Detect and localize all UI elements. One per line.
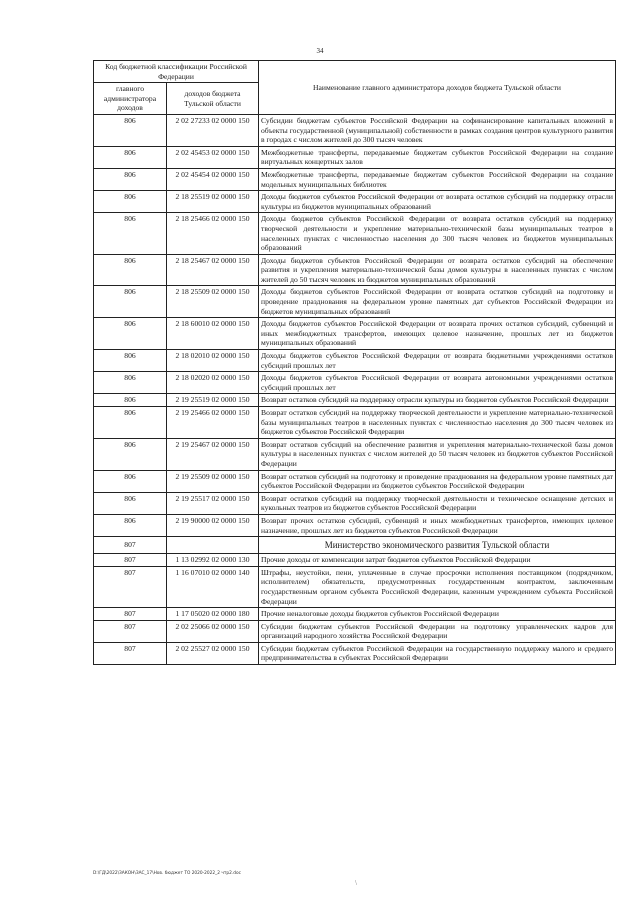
income-name-cell: Доходы бюджетов субъектов Российской Федерации от возврата бюджетными учреждениями остатков субсидий прошлых лет — [259, 350, 616, 372]
admin-code-cell: 806 — [94, 146, 167, 168]
income-code-cell: 2 02 27233 02 0000 150 — [167, 114, 259, 146]
table-row — [94, 620, 616, 642]
table-body — [94, 114, 616, 664]
admin-code-cell: 806 — [94, 394, 167, 407]
admin-column-header: главного администратора доходов — [94, 83, 167, 115]
name-column-header: Наименование главного администратора доходов бюджета Тульской области — [259, 61, 616, 115]
table-row — [94, 514, 616, 536]
table-row — [94, 350, 616, 372]
income-code-cell: 2 19 90000 02 0000 150 — [167, 514, 259, 536]
income-name-cell: Прочие неналоговые доходы бюджетов субъектов Российской Федерации — [259, 608, 616, 621]
income-classification-table — [93, 60, 616, 665]
table-row — [94, 554, 616, 567]
income-code-cell: 2 02 45454 02 0000 150 — [167, 168, 259, 190]
code-group-header: Код бюджетной классификации Российской Федерации — [94, 61, 259, 83]
admin-code-cell: 807 — [94, 642, 167, 664]
income-name-cell: Доходы бюджетов субъектов Российской Федерации от возврата остатков субсидий на подготовку и проведение празднования на федеральном уровне памятных дат субъектов Российской Федерации из бюджетов муниципальных образований — [259, 286, 616, 318]
income-name-cell: Возврат остатков субсидий на поддержку творческой деятельности и техническое оснащение детских и кукольных театров из бюджетов субъектов Российской Федерации — [259, 492, 616, 514]
admin-code-cell: 806 — [94, 407, 167, 439]
income-name-cell: Субсидии бюджетам субъектов Российской Федерации на подготовку управленческих кадров для организаций народного хозяйства Российской Федерации — [259, 620, 616, 642]
table-row — [94, 566, 616, 607]
income-code-cell: 2 18 25466 02 0000 150 — [167, 213, 259, 254]
table-row — [94, 394, 616, 407]
admin-code-cell: 806 — [94, 470, 167, 492]
table-row — [94, 318, 616, 350]
admin-code-cell: 806 — [94, 318, 167, 350]
table-row — [94, 438, 616, 470]
income-code-cell: 2 02 45453 02 0000 150 — [167, 146, 259, 168]
income-name-cell: Доходы бюджетов субъектов Российской Федерации от возврата остатков субсидий на поддержку творческой деятельности и укрепление материально-технической базы муниципальных театров в населенных пунктах с численностью населения до 300 тысяч человек из бюджетов муниципальных образований — [259, 213, 616, 254]
file-path-footer: D:\ГД\2022\ЗАКОН\ЗАС_17\Нов. бюджет ТО 2020-2022_2 чтр2.doc — [93, 871, 241, 876]
admin-code-cell: 806 — [94, 350, 167, 372]
income-name-cell: Возврат остатков субсидий на поддержку творческой деятельности и укрепление материально-технической базы муниципальных театров в населенных пунктах с численностью населения до 300 тысяч человек из бюджетов субъектов Российской Федерации — [259, 407, 616, 439]
table-row — [94, 492, 616, 514]
admin-code-cell: 807 — [94, 608, 167, 621]
income-name-cell: Доходы бюджетов субъектов Российской Федерации от возврата автономными учреждениями остатков субсидий прошлых лет — [259, 372, 616, 394]
income-name-cell: Возврат остатков субсидий на поддержку отрасли культуры из бюджетов субъектов Российской Федерации — [259, 394, 616, 407]
income-code-cell: 2 18 60010 02 0000 150 — [167, 318, 259, 350]
table-row — [94, 191, 616, 213]
table-row — [94, 407, 616, 439]
admin-code-cell: 806 — [94, 514, 167, 536]
scan-artifact: \ — [355, 879, 357, 887]
income-code-cell: 2 19 25467 02 0000 150 — [167, 438, 259, 470]
admin-code-cell: 806 — [94, 168, 167, 190]
table-row — [94, 470, 616, 492]
income-name-cell: Прочие доходы от компенсации затрат бюджетов субъектов Российской Федерации — [259, 554, 616, 567]
income-code-cell: 1 17 05020 02 0000 180 — [167, 608, 259, 621]
income-code-cell: 2 19 25509 02 0000 150 — [167, 470, 259, 492]
admin-code-cell: 806 — [94, 114, 167, 146]
income-column-header: доходов бюджета Тульской области — [167, 83, 259, 115]
income-name-cell: Субсидии бюджетам субъектов Российской Федерации на государственную поддержку малого и среднего предпринимательства в субъектах Российской Федерации — [259, 642, 616, 664]
table-header-row — [94, 61, 616, 83]
income-name-cell: Доходы бюджетов субъектов Российской Федерации от возврата прочих остатков субсидий, субвенций и иных межбюджетных трансфертов, имеющих целевое назначение, прошлых лет из бюджетов муниципальных образований — [259, 318, 616, 350]
income-name-cell: Субсидии бюджетам субъектов Российской Федерации на софинансирование капитальных вложений в объекты государственной (муниципальной) собственности в рамках создания центров культурного развития в городах с числом жителей до 300 тысяч человек — [259, 114, 616, 146]
admin-code-cell: 806 — [94, 438, 167, 470]
table-row — [94, 254, 616, 286]
income-code-cell: 2 02 25527 02 0000 150 — [167, 642, 259, 664]
admin-code-cell: 806 — [94, 286, 167, 318]
income-code-cell: 2 18 02020 02 0000 150 — [167, 372, 259, 394]
income-name-cell: Возврат остатков субсидий на обеспечение развития и укрепления материально-технической базы домов культуры в населенных пунктах с числом жителей до 50 тысяч человек из бюджетов субъектов Российской Федерации — [259, 438, 616, 470]
table-row — [94, 608, 616, 621]
table-row — [94, 372, 616, 394]
admin-code-cell: 807 — [94, 620, 167, 642]
income-code-cell: 2 18 25509 02 0000 150 — [167, 286, 259, 318]
income-code-cell — [167, 537, 259, 554]
income-name-cell: Штрафы, неустойки, пени, уплаченные в случае просрочки исполнения поставщиком (подрядчиком, исполнителем) обязательств, предусмотренных государственным контрактом, заключенным государственным органом субъекта Российской Федерации, казенным учреждением субъекта Российской Федерации — [259, 566, 616, 607]
admin-code-cell: 807 — [94, 537, 167, 554]
table-row — [94, 114, 616, 146]
admin-code-cell: 806 — [94, 492, 167, 514]
income-code-cell: 2 18 02010 02 0000 150 — [167, 350, 259, 372]
admin-code-cell: 806 — [94, 372, 167, 394]
income-code-cell: 2 19 25519 02 0000 150 — [167, 394, 259, 407]
income-name-cell: Доходы бюджетов субъектов Российской Федерации от возврата остатков субсидий на обеспечение развития и укрепления материально-технической базы домов культуры в населенных пунктах с числом жителей до 50 тысяч человек из бюджетов муниципальных образований — [259, 254, 616, 286]
income-code-cell: 2 18 25467 02 0000 150 — [167, 254, 259, 286]
table-row — [94, 642, 616, 664]
income-code-cell: 2 02 25066 02 0000 150 — [167, 620, 259, 642]
table-row — [94, 146, 616, 168]
income-code-cell: 2 19 25517 02 0000 150 — [167, 492, 259, 514]
table-row — [94, 286, 616, 318]
admin-code-cell: 807 — [94, 554, 167, 567]
admin-code-cell: 806 — [94, 213, 167, 254]
income-code-cell: 2 18 25519 02 0000 150 — [167, 191, 259, 213]
income-code-cell: 2 19 25466 02 0000 150 — [167, 407, 259, 439]
admin-code-cell: 806 — [94, 254, 167, 286]
admin-code-cell: 806 — [94, 191, 167, 213]
income-code-cell: 1 13 02992 02 0000 130 — [167, 554, 259, 567]
income-code-cell: 1 16 07010 02 0000 140 — [167, 566, 259, 607]
admin-code-cell: 807 — [94, 566, 167, 607]
table-row — [94, 213, 616, 254]
page-number: 34 — [316, 47, 324, 55]
income-name-cell: Министерство экономического развития Тульской области — [259, 537, 616, 554]
income-name-cell: Возврат остатков субсидий на подготовку и проведение празднования на федеральном уровне памятных дат субъектов Российской Федерации из бюджетов субъектов Российской Федерации — [259, 470, 616, 492]
table-row — [94, 168, 616, 190]
income-name-cell: Межбюджетные трансферты, передаваемые бюджетам субъектов Российской Федерации на создание виртуальных концертных залов — [259, 146, 616, 168]
income-name-cell: Межбюджетные трансферты, передаваемые бюджетам субъектов Российской Федерации на создание модельных муниципальных библиотек — [259, 168, 616, 190]
income-name-cell: Возврат прочих остатков субсидий, субвенций и иных межбюджетных трансфертов, имеющих целевое назначение, прошлых лет из бюджетов субъектов Российской Федерации — [259, 514, 616, 536]
income-name-cell: Доходы бюджетов субъектов Российской Федерации от возврата остатков субсидий на поддержку отрасли культуры из бюджетов муниципальных образований — [259, 191, 616, 213]
section-header-row — [94, 537, 616, 554]
